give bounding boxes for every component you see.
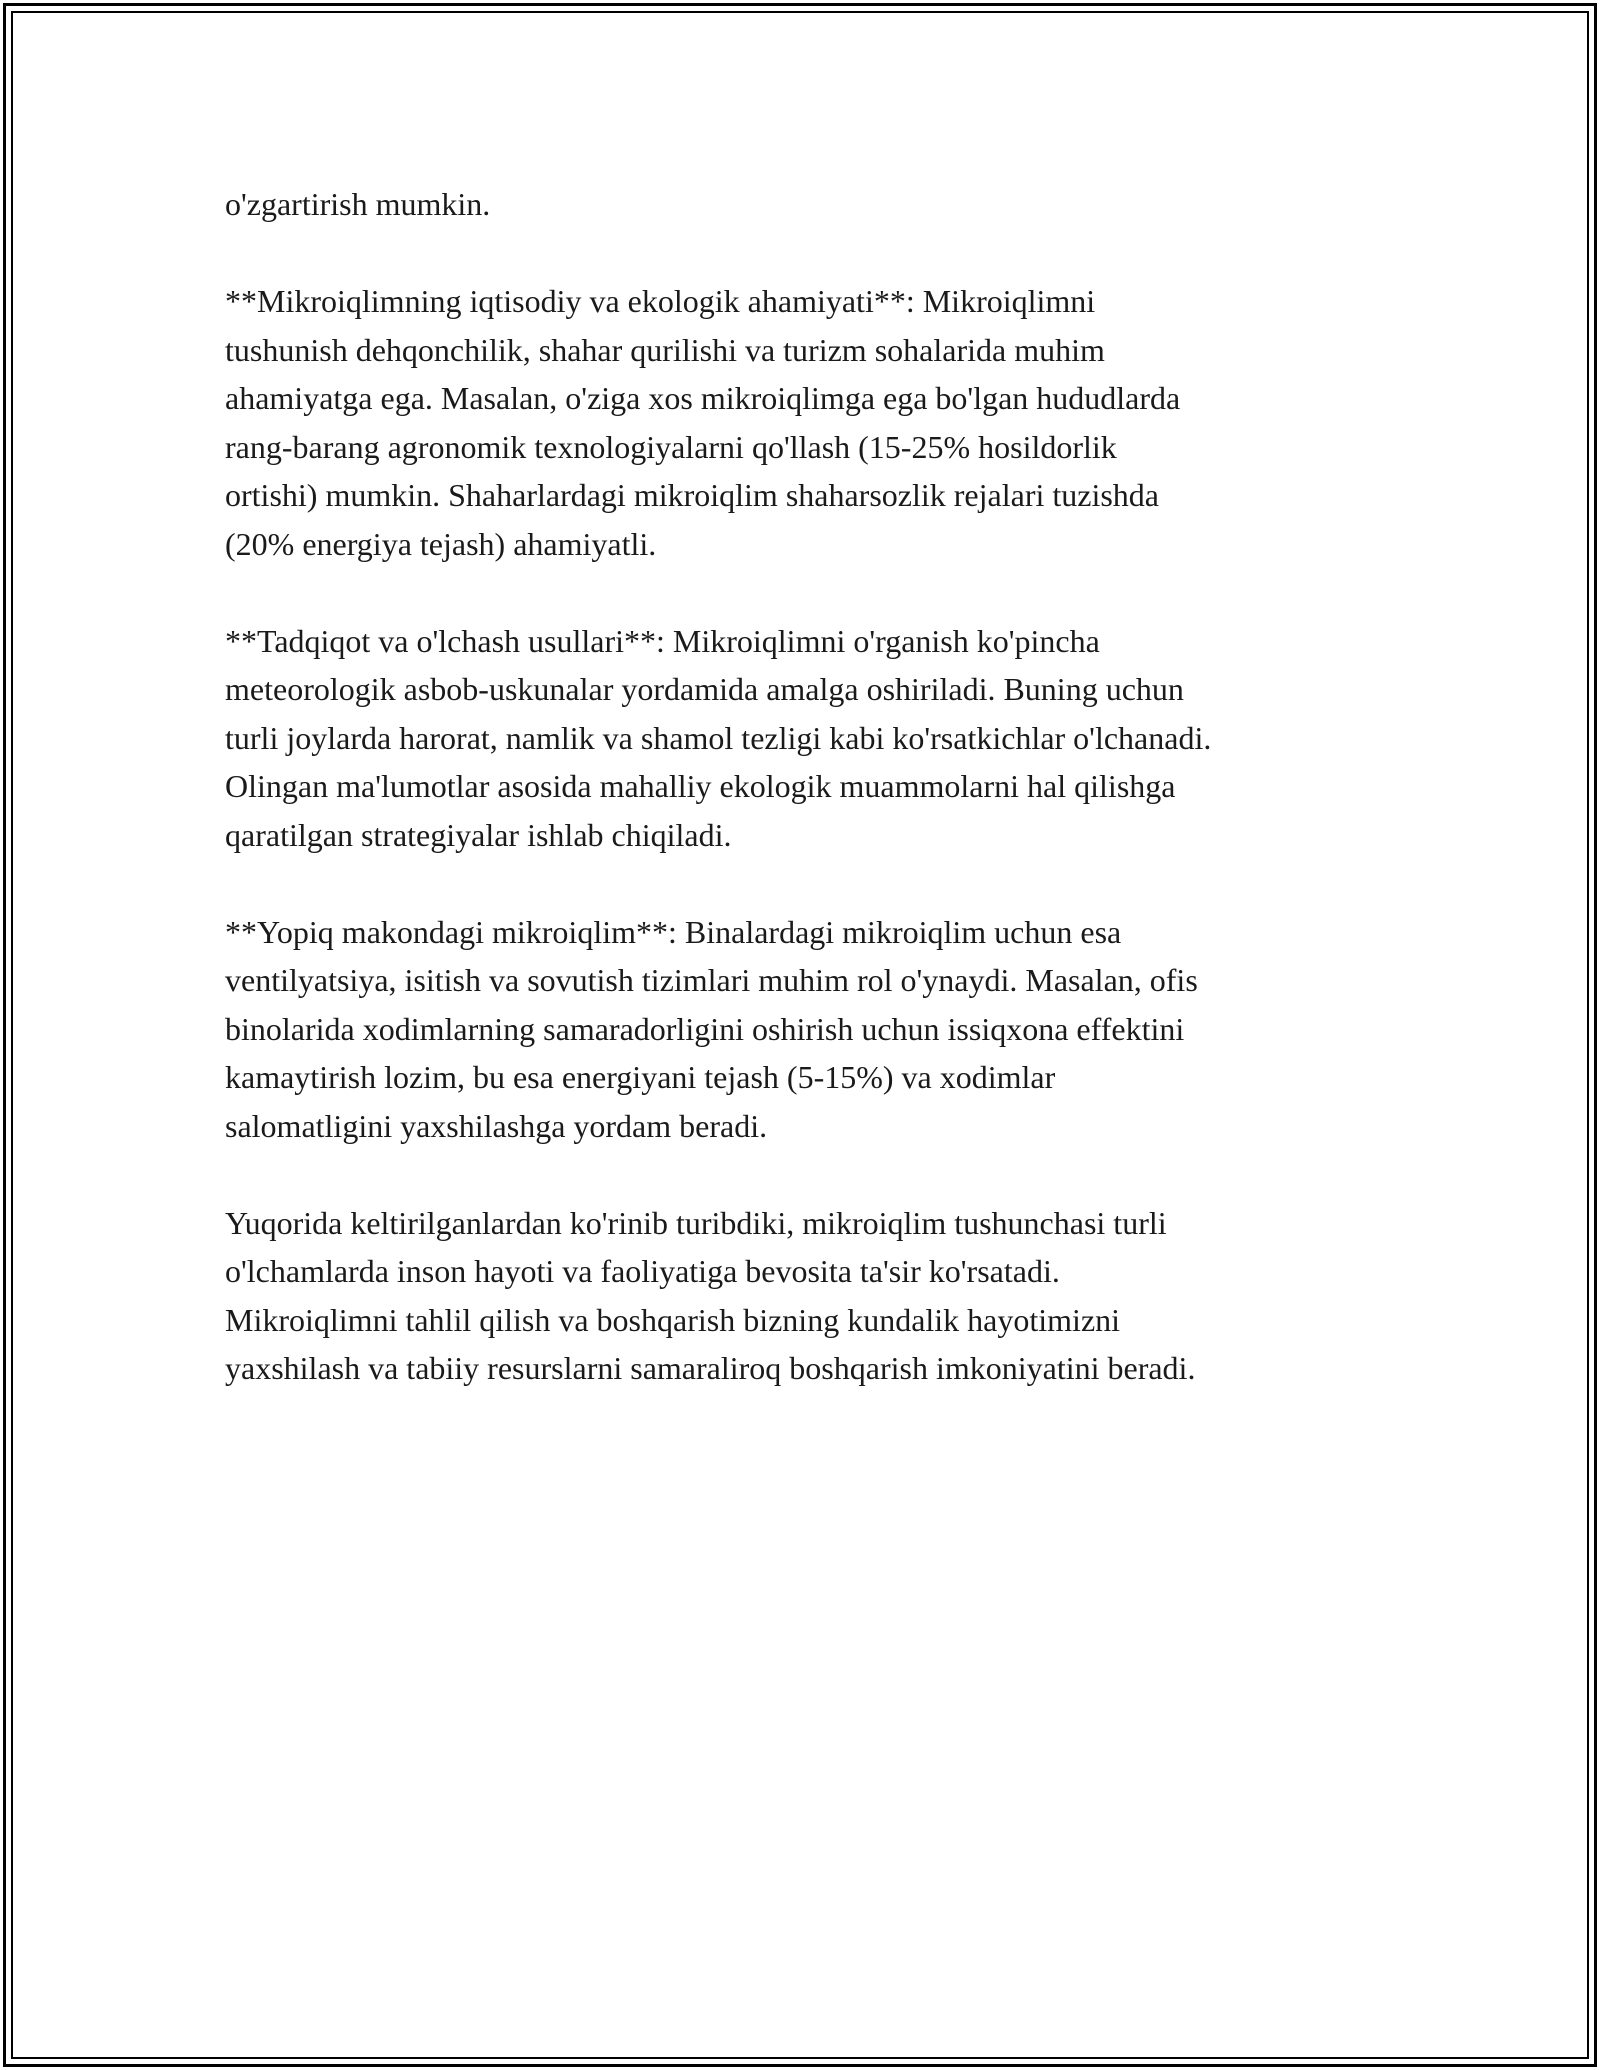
- text-line: o'lchamlarda inson hayoti va faoliyatiga bevosita ta'sir ko'rsatadi.: [225, 1253, 1060, 1289]
- text-line: kamaytirish lozim, bu esa energiyani tejash (5-15%) va xodimlar: [225, 1059, 1056, 1095]
- text-line: **Tadqiqot va o'lchash usullari**: Mikroiqlimni o'rganish ko'pincha: [225, 622, 1100, 659]
- text-line: turli joylarda harorat, namlik va shamol tezligi kabi ko'rsatkichlar o'lchanadi.: [225, 719, 1212, 756]
- document-body: [225, 180, 1425, 1441]
- text-line: yaxshilash va tabiiy resurslarni samaraliroq boshqarish imkoniyatini beradi.: [225, 1350, 1196, 1386]
- text-line: ahamiyatga ega. Masalan, o'ziga xos mikroiqlimga ega bo'lgan hududlarda: [225, 380, 1181, 416]
- text-line: ventilyatsiya, isitish va sovutish tizimlari muhim rol o'ynaydi. Masalan, ofis: [225, 962, 1198, 998]
- text-line: **Yopiq makondagi mikroiqlim**: Binalardagi mikroiqlim uchun esa: [225, 913, 1122, 950]
- paragraph-research-methods: [225, 617, 1425, 860]
- paragraph-continuation: [225, 180, 1425, 229]
- text-line: Olingan ma'lumotlar asosida mahalliy ekologik muammolarni hal qilishga: [225, 768, 1176, 804]
- text-line: qaratilgan strategiyalar ishlab chiqiladi.: [225, 816, 732, 853]
- paragraph-conclusion: [225, 1199, 1425, 1393]
- text-line: Yuqorida keltirilganlardan ko'rinib turibdiki, mikroiqlim tushunchasi turli: [225, 1204, 1167, 1241]
- text-line: o'zgartirish mumkin.: [225, 186, 491, 222]
- text-line: rang-barang agronomik texnologiyalarni qo'llash (15-25% hosildorlik: [225, 428, 1117, 465]
- paragraph-economic-ecological-importance: [225, 277, 1425, 568]
- text-line: **Mikroiqlimning iqtisodiy va ekologik ahamiyati**: Mikroiqlimni: [225, 283, 1096, 319]
- text-line: ortishi) mumkin. Shaharlardagi mikroiqlim shaharsozlik rejalari tuzishda: [225, 477, 1159, 513]
- text-line: binolarida xodimlarning samaradorligini oshirish uchun issiqxona effektini: [225, 1010, 1185, 1047]
- text-line: Mikroiqlimni tahlil qilish va boshqarish bizning kundalik hayotimizni: [225, 1301, 1121, 1338]
- text-line: salomatligini yaxshilashga yordam beradi.: [225, 1107, 768, 1144]
- text-line: (20% energiya tejash) ahamiyatli.: [225, 525, 657, 562]
- text-line: tushunish dehqonchilik, shahar qurilishi va turizm sohalarida muhim: [225, 331, 1105, 368]
- paragraph-indoor-microclimate: [225, 908, 1425, 1151]
- text-line: meteorologik asbob-uskunalar yordamida amalga oshiriladi. Buning uchun: [225, 671, 1184, 707]
